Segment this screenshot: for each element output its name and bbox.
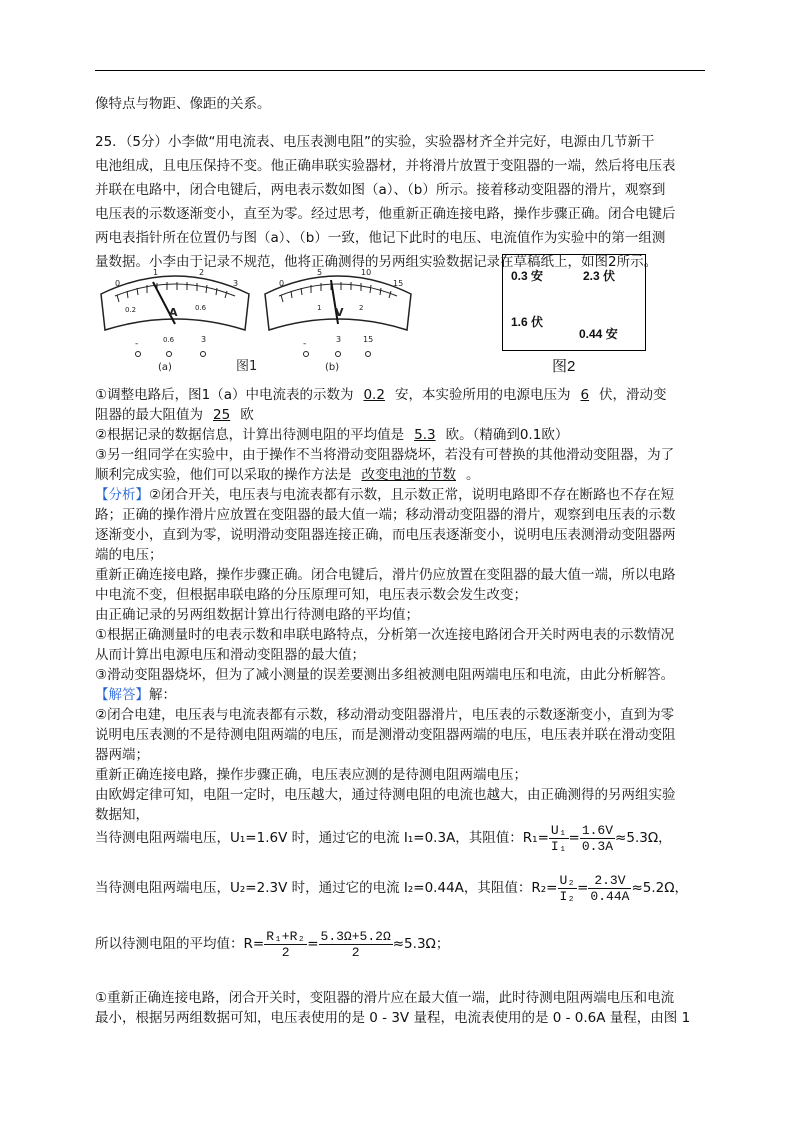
meter-letter: V xyxy=(335,306,344,319)
voltmeter-b xyxy=(265,268,411,373)
terminal-label: - xyxy=(135,339,139,349)
solution-text: ①重新正确连接电路，闭合开关时，变阻器的滑片应在最大值一端，此时待测电阻两端电压和电流 xyxy=(95,990,675,1006)
terminal-label: 15 xyxy=(363,335,374,344)
solution-text: 重新正确连接电路，操作步骤正确，电压表应测的是待测电阻两端电压； xyxy=(95,767,527,783)
analysis-text: 重新正确连接电路，操作步骤正确。闭合电键后，滑片仍应放置在变阻器的最大值一端，所以电路 xyxy=(95,567,676,583)
tick-label: 5 xyxy=(317,268,323,277)
note-value: 1.6 伏 xyxy=(511,315,544,329)
tick-label: 0.6 xyxy=(195,304,207,312)
fraction: $\frac{5.3\Omega+5.2\Omega}{2}$ xyxy=(320,928,391,960)
analysis-text: 由正确记录的另两组数据计算出行待测电路的平均值； xyxy=(95,607,419,623)
analysis-text: 端的电压； xyxy=(95,547,163,563)
equation-2: 当待测电阻两端电压，U₂=2.3V 时，通过它的电流 I₂=0.44A，其阻值：R₂= $\frac{\text{U₂}}{\text{I₂}}$ = $\frac{2.3V}{0.44A}$ ≈5.2Ω， xyxy=(95,872,689,904)
solution-text: 说明电压表测的不是待测电阻两端的电压，而是测滑动变阻器两端的电压，电压表并联在滑动变阻 xyxy=(95,727,676,743)
tick-label: 0 xyxy=(115,279,121,288)
question-text: 并联在电路中，闭合电键后，两电表示数如图（a）、（b）所示。接着移动变阻器的滑片，观察到 xyxy=(95,182,666,198)
tick-label: 15 xyxy=(393,279,404,288)
analysis-tag: 【分析】 xyxy=(95,487,149,503)
note-value: 0.3 安 xyxy=(511,269,544,283)
fraction: $\frac{\text{U₂}}{\text{I₂}}$ xyxy=(559,872,576,904)
meter-letter: A xyxy=(169,306,178,319)
analysis-text: ①根据正确测量时的电表示数和串联电路特点，分析第一次连接电路闭合开关时两电表的示数情况 xyxy=(95,627,675,643)
terminal-label: 3 xyxy=(201,335,207,344)
tick-label: 1 xyxy=(317,304,322,312)
tick-label: 2 xyxy=(199,268,205,277)
tick-label: 1 xyxy=(153,268,159,277)
tick-label: 3 xyxy=(233,279,239,288)
equation-1: 当待测电阻两端电压，U₁=1.6V 时，通过它的电流 I₁=0.3A，其阻值：R₁= $\frac{\text{U₁}}{\text{I₁}}$ = $\frac{1.6V}{0.3A}$ ≈5.3Ω， xyxy=(95,822,672,854)
figure-label-a: (a) xyxy=(158,362,172,373)
solution-tag: 【解答】 xyxy=(95,687,149,703)
analysis-text: 中电流不变，但根据串联电路的分压原理可知，电压表示数会发生改变； xyxy=(95,587,527,603)
figure-1-meters xyxy=(95,262,415,374)
answer-1-cont: 阻器的最大阻值为 25 欧 xyxy=(95,407,254,423)
question-text: 量数据。小李由于记录不规范，他将正确测得的另两组实验数据记录在草稿纸上，如图2所示。 xyxy=(95,254,658,270)
note-value: 2.3 伏 xyxy=(583,269,616,283)
answer-3: ③另一组同学在实验中，由于操作不当将滑动变阻器烧坏，若没有可替换的其他滑动变阻器，为了 xyxy=(95,447,675,463)
tick-label: 0.2 xyxy=(125,306,137,314)
figure-2-title: 图2 xyxy=(552,358,576,375)
solution-text: 由欧姆定律可知，电阻一定时，电压越大，通过待测电阻的电流也越大，由正确测得的另两组实验 xyxy=(95,787,676,803)
fraction: $\frac{2.3V}{0.44A}$ xyxy=(590,872,630,904)
text-line: 像特点与物距、像距的关系。 xyxy=(95,96,271,112)
solution-text: 最小，根据另两组数据可知，电压表使用的是 0 - 3V 量程，电流表使用的是 0 - 0.6A 量程，由图 1 xyxy=(95,1010,691,1026)
solution-text: 数据知， xyxy=(95,807,149,823)
terminal-label: - xyxy=(303,339,307,349)
answer-2: ②根据记录的数据信息，计算出待测电阻的平均值是 5.3 欧。（精确到0.1欧） xyxy=(95,427,569,443)
figure-label-b: (b) xyxy=(325,362,340,373)
solution-text: 【解答】解： xyxy=(95,687,176,703)
figure-2-box xyxy=(502,254,646,351)
analysis-text: 从而计算出电源电压和滑动变阻器的最大值； xyxy=(95,647,365,663)
note-value: 0.44 安 xyxy=(579,327,618,341)
terminal-label: 3 xyxy=(336,335,342,344)
terminal-label: 0.6 xyxy=(163,336,175,344)
question-text: 电压表的示数逐渐变小，直至为零。经过思考，他重新正确连接电路，操作步骤正确。闭合电键后 xyxy=(95,206,676,222)
fraction: $\frac{1.6V}{0.3A}$ xyxy=(581,822,614,854)
solution-text: 器两端； xyxy=(95,747,149,763)
answer-3-cont: 顺利完成实验，他们可以采取的操作方法是 改变电池的节数 。 xyxy=(95,467,480,483)
header-rule xyxy=(95,70,705,71)
analysis-text: 【分析】②闭合开关，电压表与电流表都有示数，且示数正常，说明电路即不存在断路也不存在短 xyxy=(95,487,675,503)
tick-label: 2 xyxy=(359,304,364,312)
ammeter-a xyxy=(101,268,249,373)
analysis-text: 路；正确的操作滑片应放置在变阻器的最大值一端；移动滑动变阻器的滑片，观察到电压表的示数 xyxy=(95,507,676,523)
equation-3: 所以待测电阻的平均值：R= $\frac{\text{R₁+R₂}}{2}$ = $\frac{5.3\Omega+5.2\Omega}{2}$ ≈5.3Ω； xyxy=(95,928,450,960)
answer-1: ①调整电路后，图1（a）中电流表的示数为 0.2 安，本实验所用的电源电压为 6 伏，滑动变 xyxy=(95,387,667,403)
fraction: $\frac{\text{R₁+R₂}}{2}$ xyxy=(266,928,306,960)
question-text: 电池组成，且电压保持不变。他正确串联实验器材，并将滑片放置于变阻器的一端，然后将电压表 xyxy=(95,158,676,174)
question-text: 25．（5分）小李做“用电流表、电压表测电阻”的实验，实验器材齐全并完好，电源由几节新干 xyxy=(95,134,655,150)
question-text: 两电表指针所在位置仍与图（a）、（b）一致，他记下此时的电压、电流值作为实验中的第一组测 xyxy=(95,230,666,246)
tick-label: 0 xyxy=(279,279,285,288)
analysis-text: ③滑动变阻器烧坏，但为了减小测量的误差要测出多组被测电阻两端电压和电流，由此分析解答。 xyxy=(95,667,675,683)
tick-label: 10 xyxy=(361,268,372,277)
analysis-text: 逐渐变小，直到为零，说明滑动变阻器连接正确，而电压表逐渐变小，说明电压表测滑动变阻器两 xyxy=(95,527,676,543)
figure-1-title: 图1 xyxy=(236,359,258,374)
solution-text: ②闭合电建，电压表与电流表都有示数，移动滑动变阻器滑片，电压表的示数逐渐变小，直到为零 xyxy=(95,707,675,723)
fraction: $\frac{\text{U₁}}{\text{I₁}}$ xyxy=(550,822,567,854)
